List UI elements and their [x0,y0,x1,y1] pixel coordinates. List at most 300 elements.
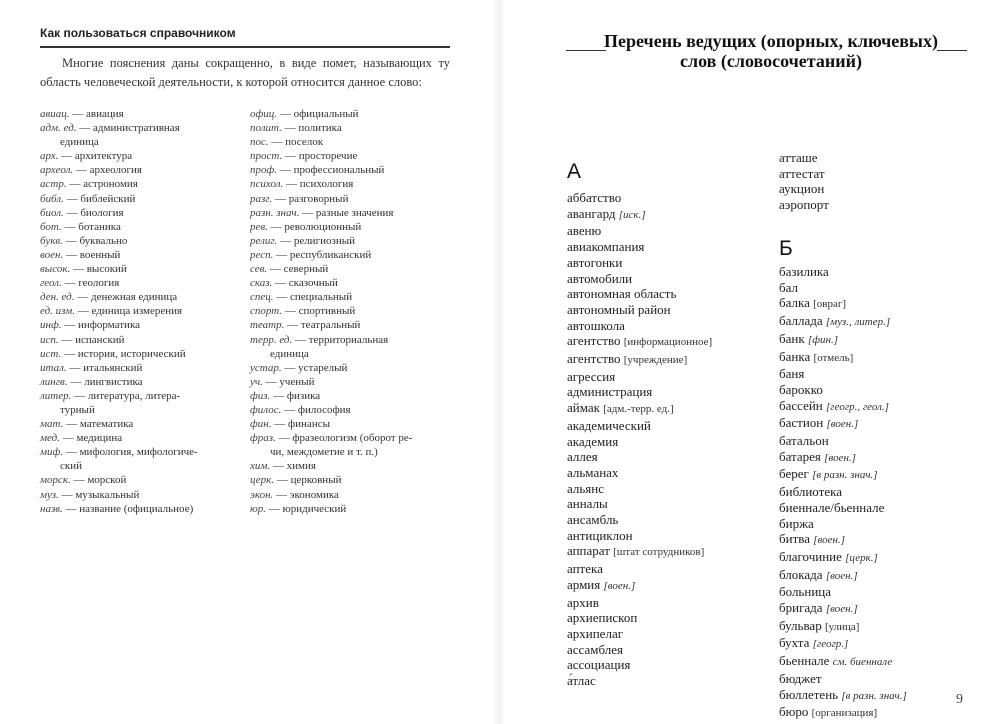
abbreviation-meaning: испанский [75,333,125,346]
abbreviation-entry: прост. — просторечие [250,150,358,163]
keyword: антициклон [567,527,633,543]
keyword: автогонки [567,254,623,270]
keyword: барокко [779,381,823,397]
abbreviation-entry: бот. — ботаника [40,220,121,233]
keyword: аэропорт [779,197,829,213]
keyword-entry [567,255,767,271]
abbreviation: лингв. [40,375,68,388]
keyword: благочиние [779,548,842,564]
abbreviation-entry: фраз. — фразеологизм (оборот ре- чи, междометие и т. п.) [250,431,460,459]
abbreviation-meaning: лингвистика [84,375,143,388]
abbreviation: разн. знач. [250,206,300,219]
abbreviation-meaning: религиозный [293,234,355,247]
abbreviation: литер. [40,389,72,402]
abbreviation-meaning: информатика [78,319,141,332]
keyword-entry [779,635,984,653]
abbreviation-meaning: специальный [290,291,353,304]
keyword: бюро [779,704,809,720]
abbreviation: исп. [40,333,59,346]
abbreviation-entry: литер. — литература, литера- турный [40,389,240,417]
abbreviation: высок. [40,263,71,276]
keyword-note: [муз., литер.] [825,316,891,329]
abbreviation: полит. [250,122,282,135]
keyword: агентство [567,333,621,349]
keyword-entry [567,351,767,369]
running-head: Как пользоваться справочником [40,26,236,40]
keyword-entry [567,657,767,673]
abbreviation-meaning: философия [297,403,351,416]
abbreviation-entry: проф. — профессиональный [250,164,385,177]
abbreviation-meaning: математика [79,418,134,431]
abbreviation: экон. [250,488,274,501]
abbreviation-meaning: ботаника [78,220,121,233]
word-list-a [567,190,767,689]
abbreviation-meaning-continued: единица [270,347,309,360]
abbreviation: назв. [40,502,63,515]
abbreviation-entry: геол. — геология [40,277,120,290]
keyword: биржа [779,515,814,531]
abbreviation: устар. [250,361,282,374]
abbreviation: адм. ед. [40,122,77,135]
abbreviation-entry: букв. — буквально [40,234,128,247]
keyword-entry [779,398,984,416]
keyword-entry [567,206,767,224]
word-list-b [779,264,984,722]
abbreviation: юр. [250,502,267,515]
keyword: альманах [567,464,619,480]
keyword: автошкола [567,317,625,333]
abbreviation-entry: спец. — специальный [250,291,353,304]
abbreviation-entry: пос. — поселок [250,136,324,149]
abbreviation-meaning: устарелый [298,361,348,374]
keyword-entry [779,331,984,349]
keyword-note: [информационное] [623,336,713,349]
keyword-note: [организация] [811,707,878,720]
abbreviation-meaning: геология [78,277,120,290]
abbreviation-entry: воен. — военный [40,248,121,261]
keyword: биеннале/бьеннале [779,499,885,515]
abbreviation-entry: сев. — северный [250,263,329,276]
list-title-line1: Перечень ведущих (опорных, ключевых) [604,31,938,51]
abbreviation-meaning: северный [283,263,329,276]
keyword: бьеннале [779,653,830,669]
keyword-entry [567,333,767,351]
keyword-note: [улица] [824,620,860,633]
keyword: балка [779,295,810,311]
abbreviation-meaning: археология [89,164,142,177]
keyword-entry [567,481,767,497]
keyword-note: [воен.] [825,603,858,616]
keyword: берег [779,466,809,482]
abbreviation-entry: археол. — археология [40,164,142,177]
keyword: академический [567,417,651,433]
abbreviation: разг. [250,192,273,205]
header-rule [40,46,450,48]
abbreviation: ед. изм. [40,305,75,318]
abbreviation-meaning: высокий [86,263,127,276]
abbreviation-entry: разг. — разговорный [250,192,349,205]
abbreviation-meaning: разные значения [315,206,394,219]
abbreviation-meaning: физика [286,389,321,402]
keyword-entry [567,418,767,434]
intro-paragraph: Многие пояснения даны сокращенно, в виде помет, называющих ту область человеческой деятельности, к которой относится данное слово: [40,56,450,89]
keyword-entry [567,512,767,528]
keyword-entry [779,433,984,449]
abbreviation-entry: психол. — психология [250,178,354,191]
keyword-entry [779,531,984,549]
keyword: архиепископ [567,610,638,626]
keyword: банк [779,330,805,346]
keyword-entry [567,400,767,418]
abbreviation: сказ. [250,277,273,290]
abbreviation-meaning-continued: турный [60,403,95,416]
abbreviation-entry: биол. — биология [40,206,124,219]
keyword: аймак [567,400,600,416]
abbreviation-entry: миф. — мифология, мифологиче- ский [40,445,240,473]
keyword: батарея [779,448,821,464]
abbreviation-meaning: астрономия [83,178,138,191]
abbreviation: бот. [40,220,62,233]
abbreviation-entry: ден. ед. — денежная единица [40,291,178,304]
keyword-entry [567,434,767,450]
keyword-entry [779,166,979,182]
abbreviation-entry: спорт. — спортивный [250,305,356,318]
keyword-entry [779,671,984,687]
abbreviation: библ. [40,192,64,205]
abbreviation-meaning: фразеологизм (оборот ре- [292,432,413,445]
keyword: ассамблея [567,641,623,657]
abbreviation: ден. ед. [40,291,75,304]
abbreviation-entry: экон. — экономика [250,488,339,501]
abbreviation-meaning: история, исторический [77,347,186,360]
keyword: автомобили [567,270,633,286]
abbreviation-meaning: сказочный [288,277,338,290]
keyword-entry [779,704,984,722]
keyword: агрессия [567,368,616,384]
keyword-entry [779,484,984,500]
abbreviation: воен. [40,248,64,261]
keyword: банка [779,348,811,364]
abbreviation-meaning: театральный [300,319,361,332]
keyword-entry [567,642,767,658]
keyword: библиотека [779,484,842,500]
keyword: а́тлас [567,673,596,689]
keyword: аббатство [567,190,622,205]
keyword: академия [567,433,619,449]
abbreviation-entry: ист. — история, исторический [40,347,186,360]
keyword-entry [779,653,984,671]
keyword-note: [в разн. знач.] [841,689,907,702]
abbreviation-meaning: административная [93,122,180,135]
keyword: ассоциация [567,657,631,673]
keyword: бюджет [779,670,822,686]
abbreviation-meaning: мифология, мифологиче- [79,446,198,459]
abbreviation-entry: итал. — итальянский [40,361,143,374]
keyword: армия [567,576,601,592]
keyword-entry [567,286,767,302]
abbreviation-meaning: финансы [288,418,330,431]
keyword: бастион [779,415,824,431]
abbreviation-meaning: библейский [80,192,136,205]
abbreviation-meaning: буквально [79,234,128,247]
keyword-entry [567,496,767,512]
abbreviation-entry: разн. знач. — разные значения [250,206,394,219]
abbreviation-entry: уч. — ученый [250,375,315,388]
abbreviation-meaning-continued: единица [60,136,99,149]
keyword-entry [779,264,984,280]
keyword-entry [779,280,984,296]
abbreviation: прост. [250,150,283,163]
abbreviation-meaning: архитектура [74,150,133,163]
word-list-a-continued [779,150,979,213]
keyword: блокада [779,566,823,582]
abbreviation-meaning: морской [87,474,127,487]
keyword: архив [567,594,599,610]
list-title-line2: слов (словосочетаний) [680,51,862,71]
keyword-note: [геогр.] [812,638,849,651]
keyword-entry [779,415,984,433]
abbreviation: сев. [250,263,268,276]
keyword-entry [567,384,767,400]
keyword-entry [779,600,984,618]
abbreviation-meaning: политика [298,122,342,135]
keyword-entry [779,366,984,382]
abbreviation-list-col2 [250,107,460,516]
keyword-entry [779,197,979,213]
abbreviation-entry: арх. — архитектура [40,150,133,163]
abbreviation-meaning: спортивный [298,305,356,318]
keyword-note: [иск.] [618,208,646,221]
keyword-note: см. биеннале [832,656,893,669]
abbreviation: пос. [250,136,269,149]
abbreviation-entry: мед. — медицина [40,432,123,445]
keyword: базилика [779,264,829,279]
keyword: ансамбль [567,512,619,528]
abbreviation-entry: адм. ед. — административная единица [40,121,240,149]
keyword-entry [779,618,984,636]
abbreviation: итал. [40,361,67,374]
keyword-note: [в разн. знач.] [812,469,878,482]
keyword-entry [779,181,979,197]
keyword-entry [779,313,984,331]
abbreviation-entry: устар. — устарелый [250,361,348,374]
abbreviation-meaning: литература, литера- [87,389,181,402]
abbreviation-meaning: итальянский [83,361,143,374]
keyword: автономный район [567,301,671,317]
keyword: бригада [779,600,823,616]
abbreviation-entry: авиац. — авиация [40,108,124,120]
keyword-note: [геогр., геол.] [826,400,889,413]
abbreviation-meaning: военный [79,248,121,261]
abbreviation: фин. [250,418,272,431]
abbreviation-meaning: поселок [285,136,324,149]
keyword: аппарат [567,543,610,559]
keyword-entry [567,239,767,255]
abbreviation-meaning: психология [299,178,354,191]
abbreviation: астр. [40,178,67,191]
abbreviation-entry: назв. — название (официальное) [40,502,194,515]
keyword: битва [779,531,810,547]
abbreviation: психол. [250,178,284,191]
abbreviation: церк. [250,474,275,487]
abbreviation-meaning: территориальная [308,333,389,346]
keyword-entry [779,150,979,166]
abbreviation-entry: физ. — физика [250,389,321,402]
abbreviation-meaning: авиация [86,108,124,120]
abbreviation: морск. [40,474,71,487]
abbreviation-entry: инф. — информатика [40,319,141,332]
abbreviation-meaning: медицина [76,432,123,445]
abbreviation-entry: морск. — морской [40,474,127,487]
keyword-entry [779,382,984,398]
keyword: автономная область [567,286,677,302]
abbreviation-entry: хим. — химия [250,460,316,473]
abbreviation-entry: терр. ед. — территориальная единица [250,333,460,361]
keyword: авангард [567,205,616,221]
keyword: архипелаг [567,625,624,641]
abbreviation-meaning: химия [286,460,316,473]
keyword: баня [779,366,805,382]
keyword-entry [567,190,767,206]
keyword-entry [567,610,767,626]
keyword: агентство [567,351,621,367]
keyword-note: [воен.] [603,579,636,592]
abbreviation-entry: филос. — философия [250,403,351,416]
keyword-entry [779,584,984,600]
keyword-entry [567,543,767,561]
abbreviation: терр. ед. [250,333,293,346]
abbreviation-entry: респ. — республиканский [250,248,372,261]
abbreviation-list-col1 [40,107,240,516]
keyword-entry [567,577,767,595]
keyword-entry [779,500,984,516]
abbreviation-entry: муз. — музыкальный [40,488,140,501]
keyword-note: [воен.] [824,451,856,464]
keyword-entry [779,466,984,484]
keyword-note: [фин.] [807,333,838,346]
keyword-entry [567,626,767,642]
abbreviation-entry: театр. — театральный [250,319,361,332]
abbreviation-entry: религ. — религиозный [250,234,355,247]
abbreviation-meaning: название (официальное) [79,502,194,515]
keyword-note: [штат сотрудников] [613,546,705,559]
abbreviation: инф. [40,319,62,332]
keyword: аптека [567,561,603,577]
abbreviation: ист. [40,347,62,360]
list-title [576,31,966,71]
abbreviation-entry: исп. — испанский [40,333,125,346]
keyword-entry [779,349,984,367]
keyword-entry [779,516,984,532]
keyword: администрация [567,384,653,400]
letter-heading-a: А [567,160,582,183]
keyword-entry [567,595,767,611]
keyword-entry [567,673,767,689]
abbreviation-entry: библ. — библейский [40,192,136,205]
keyword-entry [567,449,767,465]
keyword-note: [воен.] [813,534,846,547]
abbreviation-entry: мат. — математика [40,418,134,431]
keyword: аукцион [779,181,825,197]
keyword-entry [567,223,767,239]
abbreviation-entry: ед. изм. — единица измерения [40,305,183,318]
keyword-entry [567,369,767,385]
abbreviation-meaning: экономика [289,488,339,501]
abbreviation: арх. [40,150,59,163]
keyword: бюллетень [779,686,839,702]
abbreviation: уч. [250,375,263,388]
keyword-entry [567,528,767,544]
abbreviation-meaning-continued: ский [60,460,82,473]
abbreviation-entry: юр. — юридический [250,502,347,515]
abbreviation: авиац. [40,108,70,120]
abbreviation: геол. [40,277,62,290]
keyword: авеню [567,223,602,239]
keyword-entry [779,295,984,313]
abbreviation: респ. [250,248,274,261]
keyword-note: [воен.] [826,418,859,431]
keyword-entry [567,302,767,318]
abbreviation-entry: сказ. — сказочный [250,277,338,290]
abbreviation-entry: астр. — астрономия [40,178,138,191]
keyword: аттестат [779,165,825,181]
abbreviation: филос. [250,403,282,416]
abbreviation-entry: фин. — финансы [250,418,330,431]
keyword: анналы [567,496,608,512]
keyword: бассейн [779,397,823,413]
keyword-note: [овраг] [813,298,847,311]
abbreviation: мед. [40,432,60,445]
abbreviation-meaning: церковный [290,474,342,487]
abbreviation: мат. [40,418,64,431]
abbreviation: рев. [250,220,268,233]
abbreviation: муз. [40,488,59,501]
keyword-note: [учреждение] [623,354,688,367]
abbreviation-meaning: музыкальный [75,488,140,501]
keyword: больница [779,584,831,600]
keyword: аллея [567,449,598,465]
abbreviation-meaning: просторечие [298,150,358,163]
abbreviation-entry: рев. — революционный [250,220,362,233]
abbreviation: религ. [250,234,278,247]
keyword-entry [779,567,984,585]
abbreviation: фраз. [250,432,276,445]
abbreviation: проф. [250,164,278,177]
left-page [0,0,496,724]
keyword-entry [779,687,984,705]
abbreviation: физ. [250,389,271,402]
keyword: батальон [779,433,829,449]
abbreviation: театр. [250,319,285,332]
keyword-note: [отмель] [813,351,854,364]
keyword: бухта [779,635,810,651]
keyword-note: [церк.] [845,551,878,564]
abbreviation: хим. [250,460,271,473]
abbreviation: офиц. [250,108,278,120]
abbreviation-meaning: денежная единица [90,291,178,304]
abbreviation-entry: лингв. — лингвистика [40,375,143,388]
keyword-entry [779,449,984,467]
keyword: альянс [567,480,605,496]
abbreviation: миф. [40,446,64,459]
abbreviation-meaning: профессиональный [293,164,385,177]
keyword: авиакомпания [567,239,645,255]
abbreviation-meaning: биология [80,206,124,219]
keyword-entry [567,465,767,481]
keyword-entry [779,549,984,567]
abbreviation: спец. [250,291,274,304]
keyword-entry [567,271,767,287]
